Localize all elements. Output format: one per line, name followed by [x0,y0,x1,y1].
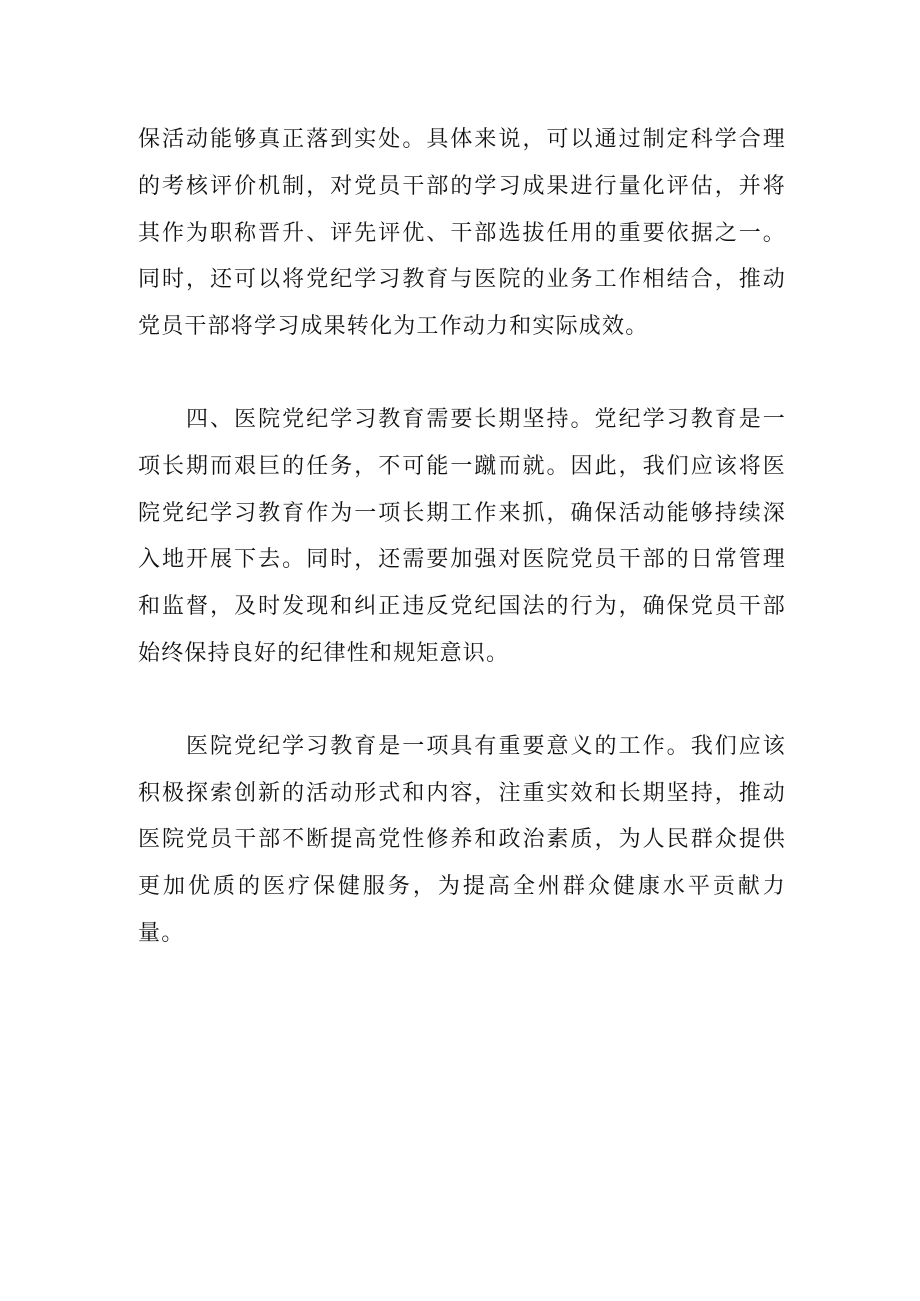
document-body [138,117,786,958]
paragraph-section-four: 四、医院党纪学习教育需要长期坚持。党纪学习教育是一项长期而艰巨的任务，不可能一蹴而就。因此，我们应该将医院党纪学习教育作为一项长期工作来抓，确保活动能够持续深入地开展下去。同时，还需要加强对医院党员干部的日常管理和监督，及时发现和纠正违反党纪国法的行为，确保党员干部始终保持良好的纪律性和规矩意识。 [138,406,786,666]
paragraph-conclusion: 医院党纪学习教育是一项具有重要意义的工作。我们应该积极探索创新的活动形式和内容，注重实效和长期坚持，推动医院党员干部不断提高党性修养和政治素质，为人民群众提供更加优质的医疗保健服务，为提高全州群众健康水平贡献力量。 [138,733,786,946]
paragraph-continued: 保活动能够真正落到实处。具体来说，可以通过制定科学合理的考核评价机制，对党员干部的学习成果进行量化评估，并将其作为职称晋升、评先评优、干部选拔任用的重要依据之一。同时，还可以将党纪学习教育与医院的业务工作相结合，推动党员干部将学习成果转化为工作动力和实际成效。 [138,127,786,340]
